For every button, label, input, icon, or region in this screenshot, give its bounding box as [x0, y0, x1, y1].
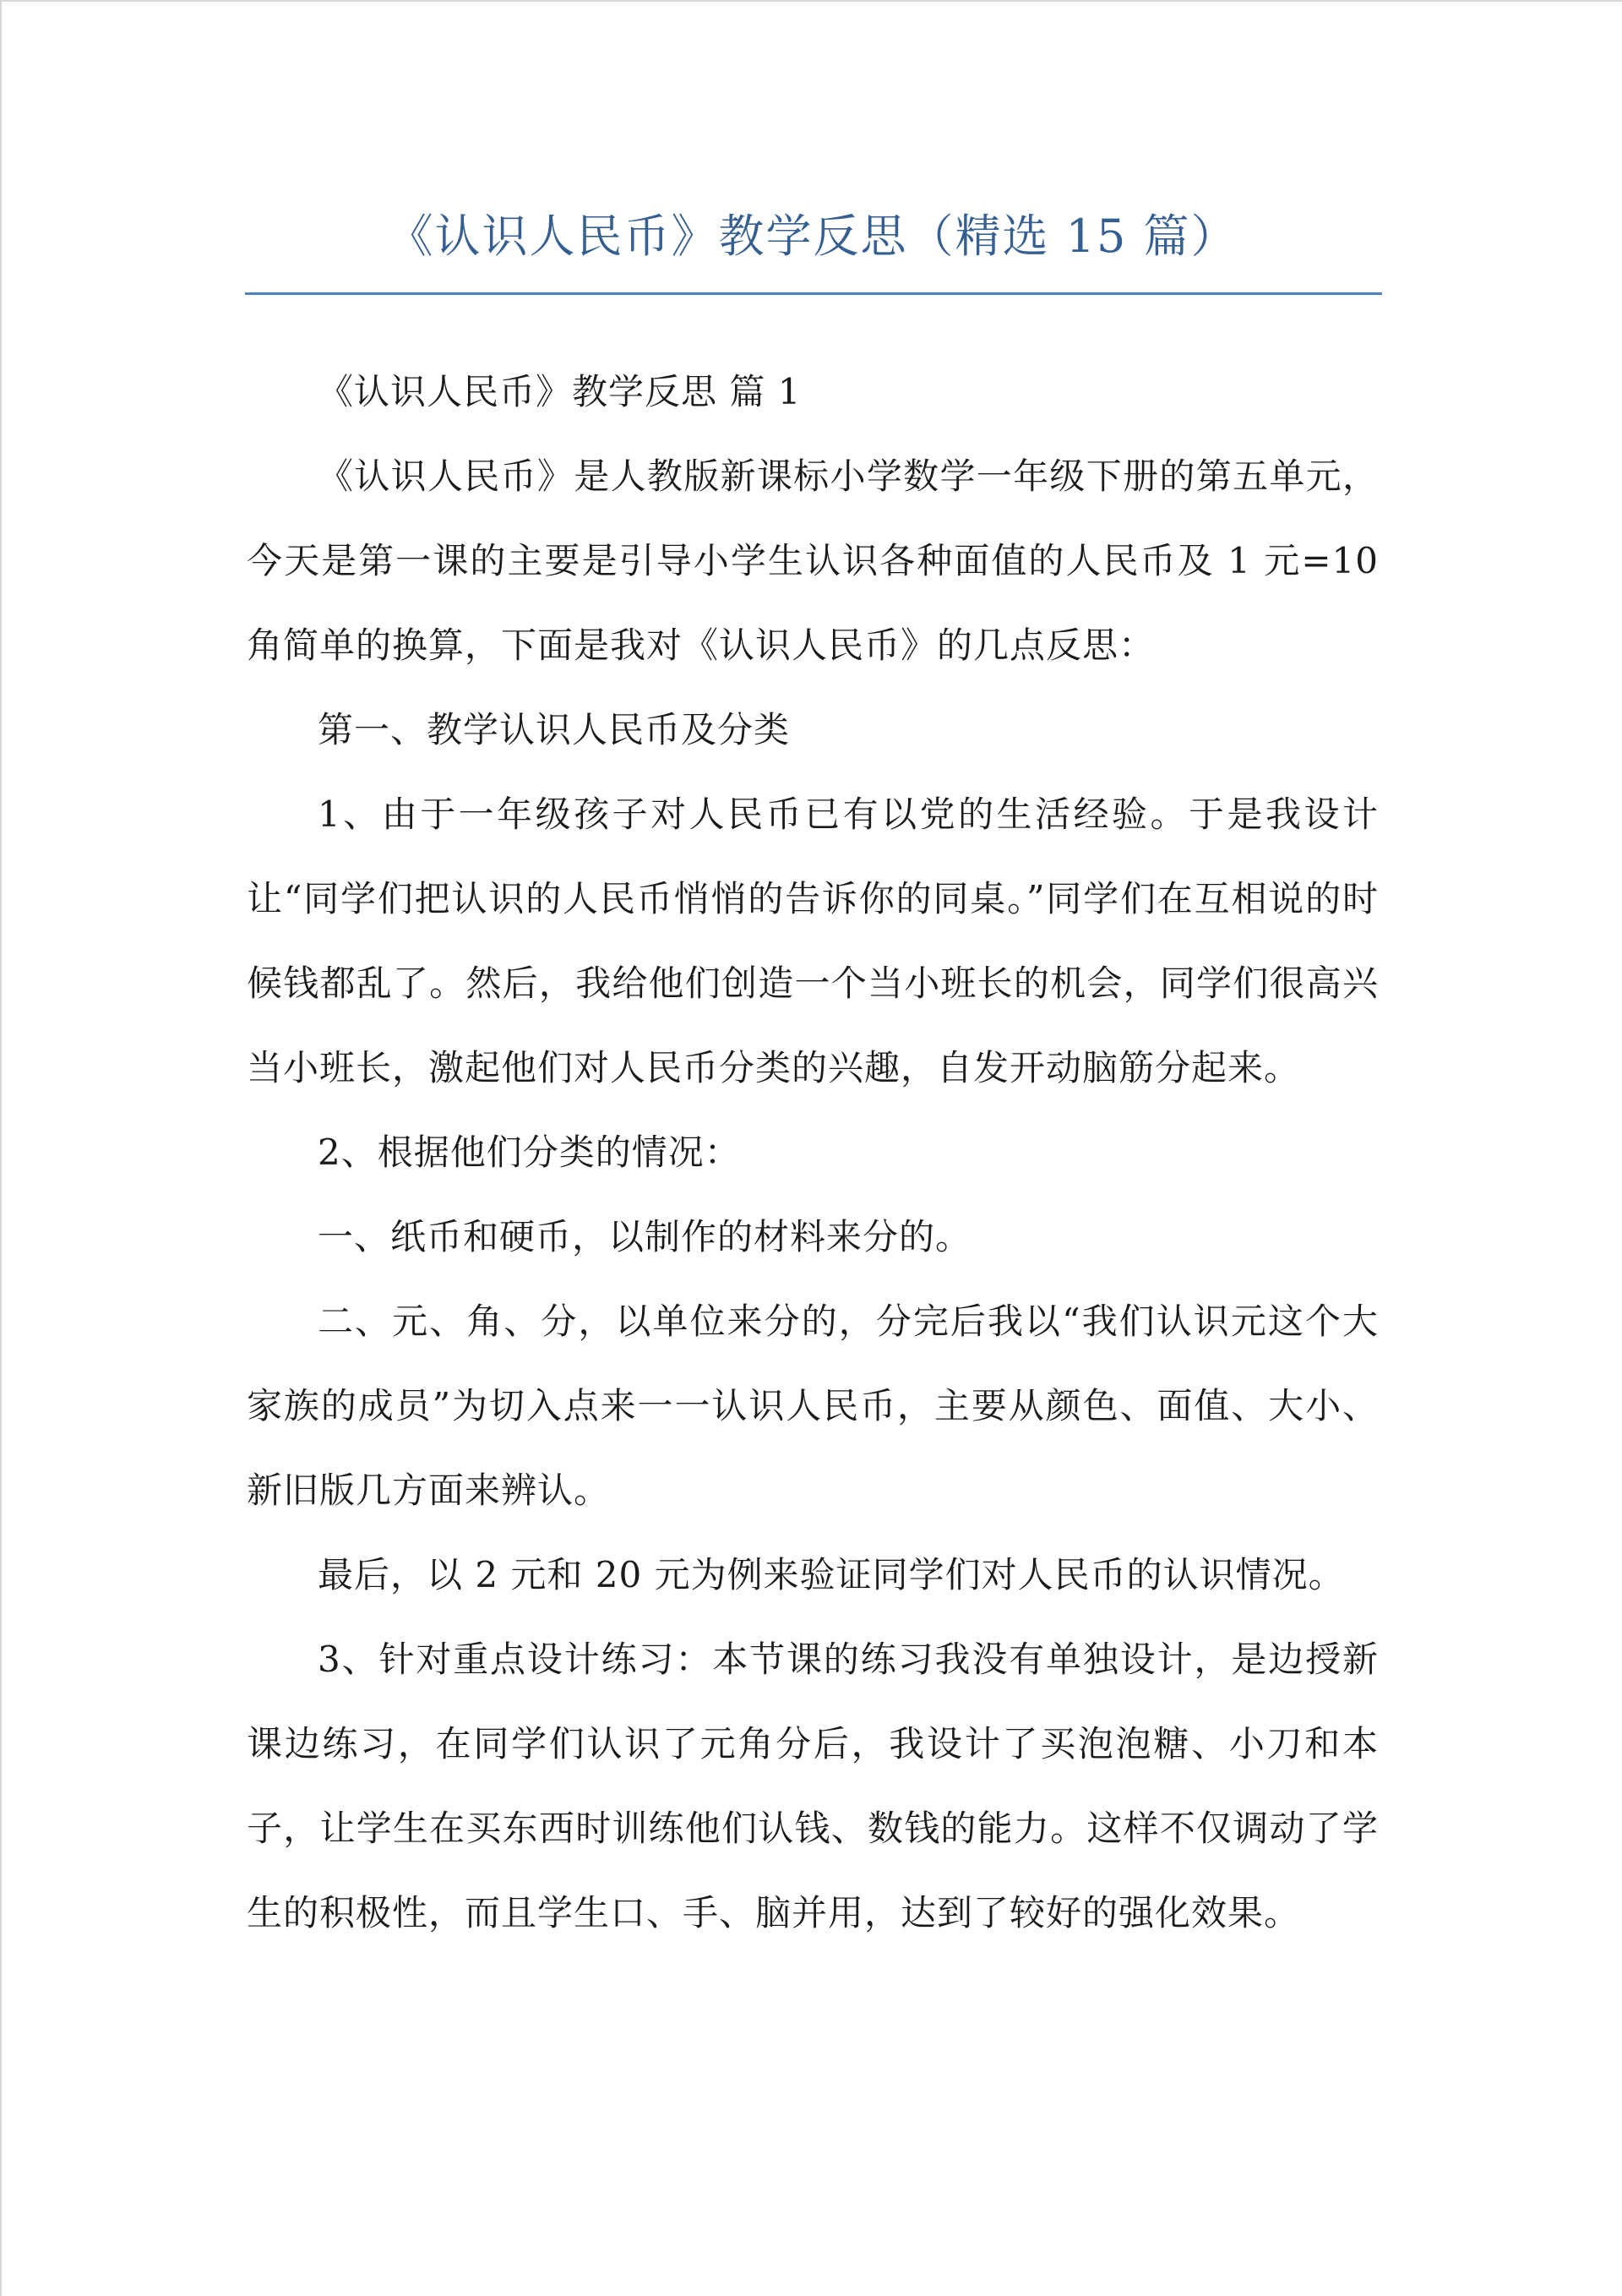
paragraph: 《认识人民币》是人教版新课标小学数学一年级下册的第五单元，今天是第一课的主要是引导小学生认识各种面值的人民币及 1 元=10 角简单的换算，下面是我对《认识人民币》的几点反思： [247, 455, 1379, 666]
document-body [247, 350, 1379, 1955]
paragraph: 1、由于一年级孩子对人民币已有以党的生活经验。于是我设计让“同学们把认识的人民币悄悄的告诉你的同桌。”同学们在互相说的时候钱都乱了。然后，我给他们创造一个当小班长的机会，同学们很高兴当小班长，激起他们对人民币分类的兴趣，自发开动脑筋分起来。 [247, 794, 1379, 1088]
section-heading: 《认识人民币》教学反思 篇 1 [318, 371, 802, 412]
paragraph: 2、根据他们分类的情况： [318, 1132, 741, 1173]
paragraph: 二、元、角、分，以单位来分的，分完后我以“我们认识元这个大家族的成员”为切入点来一一认识人民币，主要从颜色、面值、大小、新旧版几方面来辨认。 [247, 1301, 1379, 1511]
subheading: 第一、教学认识人民币及分类 [318, 709, 791, 750]
title-underline [245, 292, 1382, 295]
paragraph: 3、针对重点设计练习：本节课的练习我没有单独设计，是边授新课边练习，在同学们认识了元角分后，我设计了买泡泡糖、小刀和本子，让学生在买东西时训练他们认钱、数钱的能力。这样不仅调动了学生的积极性，而且学生口、手、脑并用，达到了较好的强化效果。 [247, 1639, 1379, 1933]
paragraph: 一、纸币和硬币，以制作的材料来分的。 [318, 1216, 972, 1257]
document-title: 《认识人民币》教学反思（精选 15 篇） [387, 210, 1238, 263]
paragraph: 最后，以 2 元和 20 元为例来验证同学们对人民币的认识情况。 [318, 1554, 1345, 1595]
